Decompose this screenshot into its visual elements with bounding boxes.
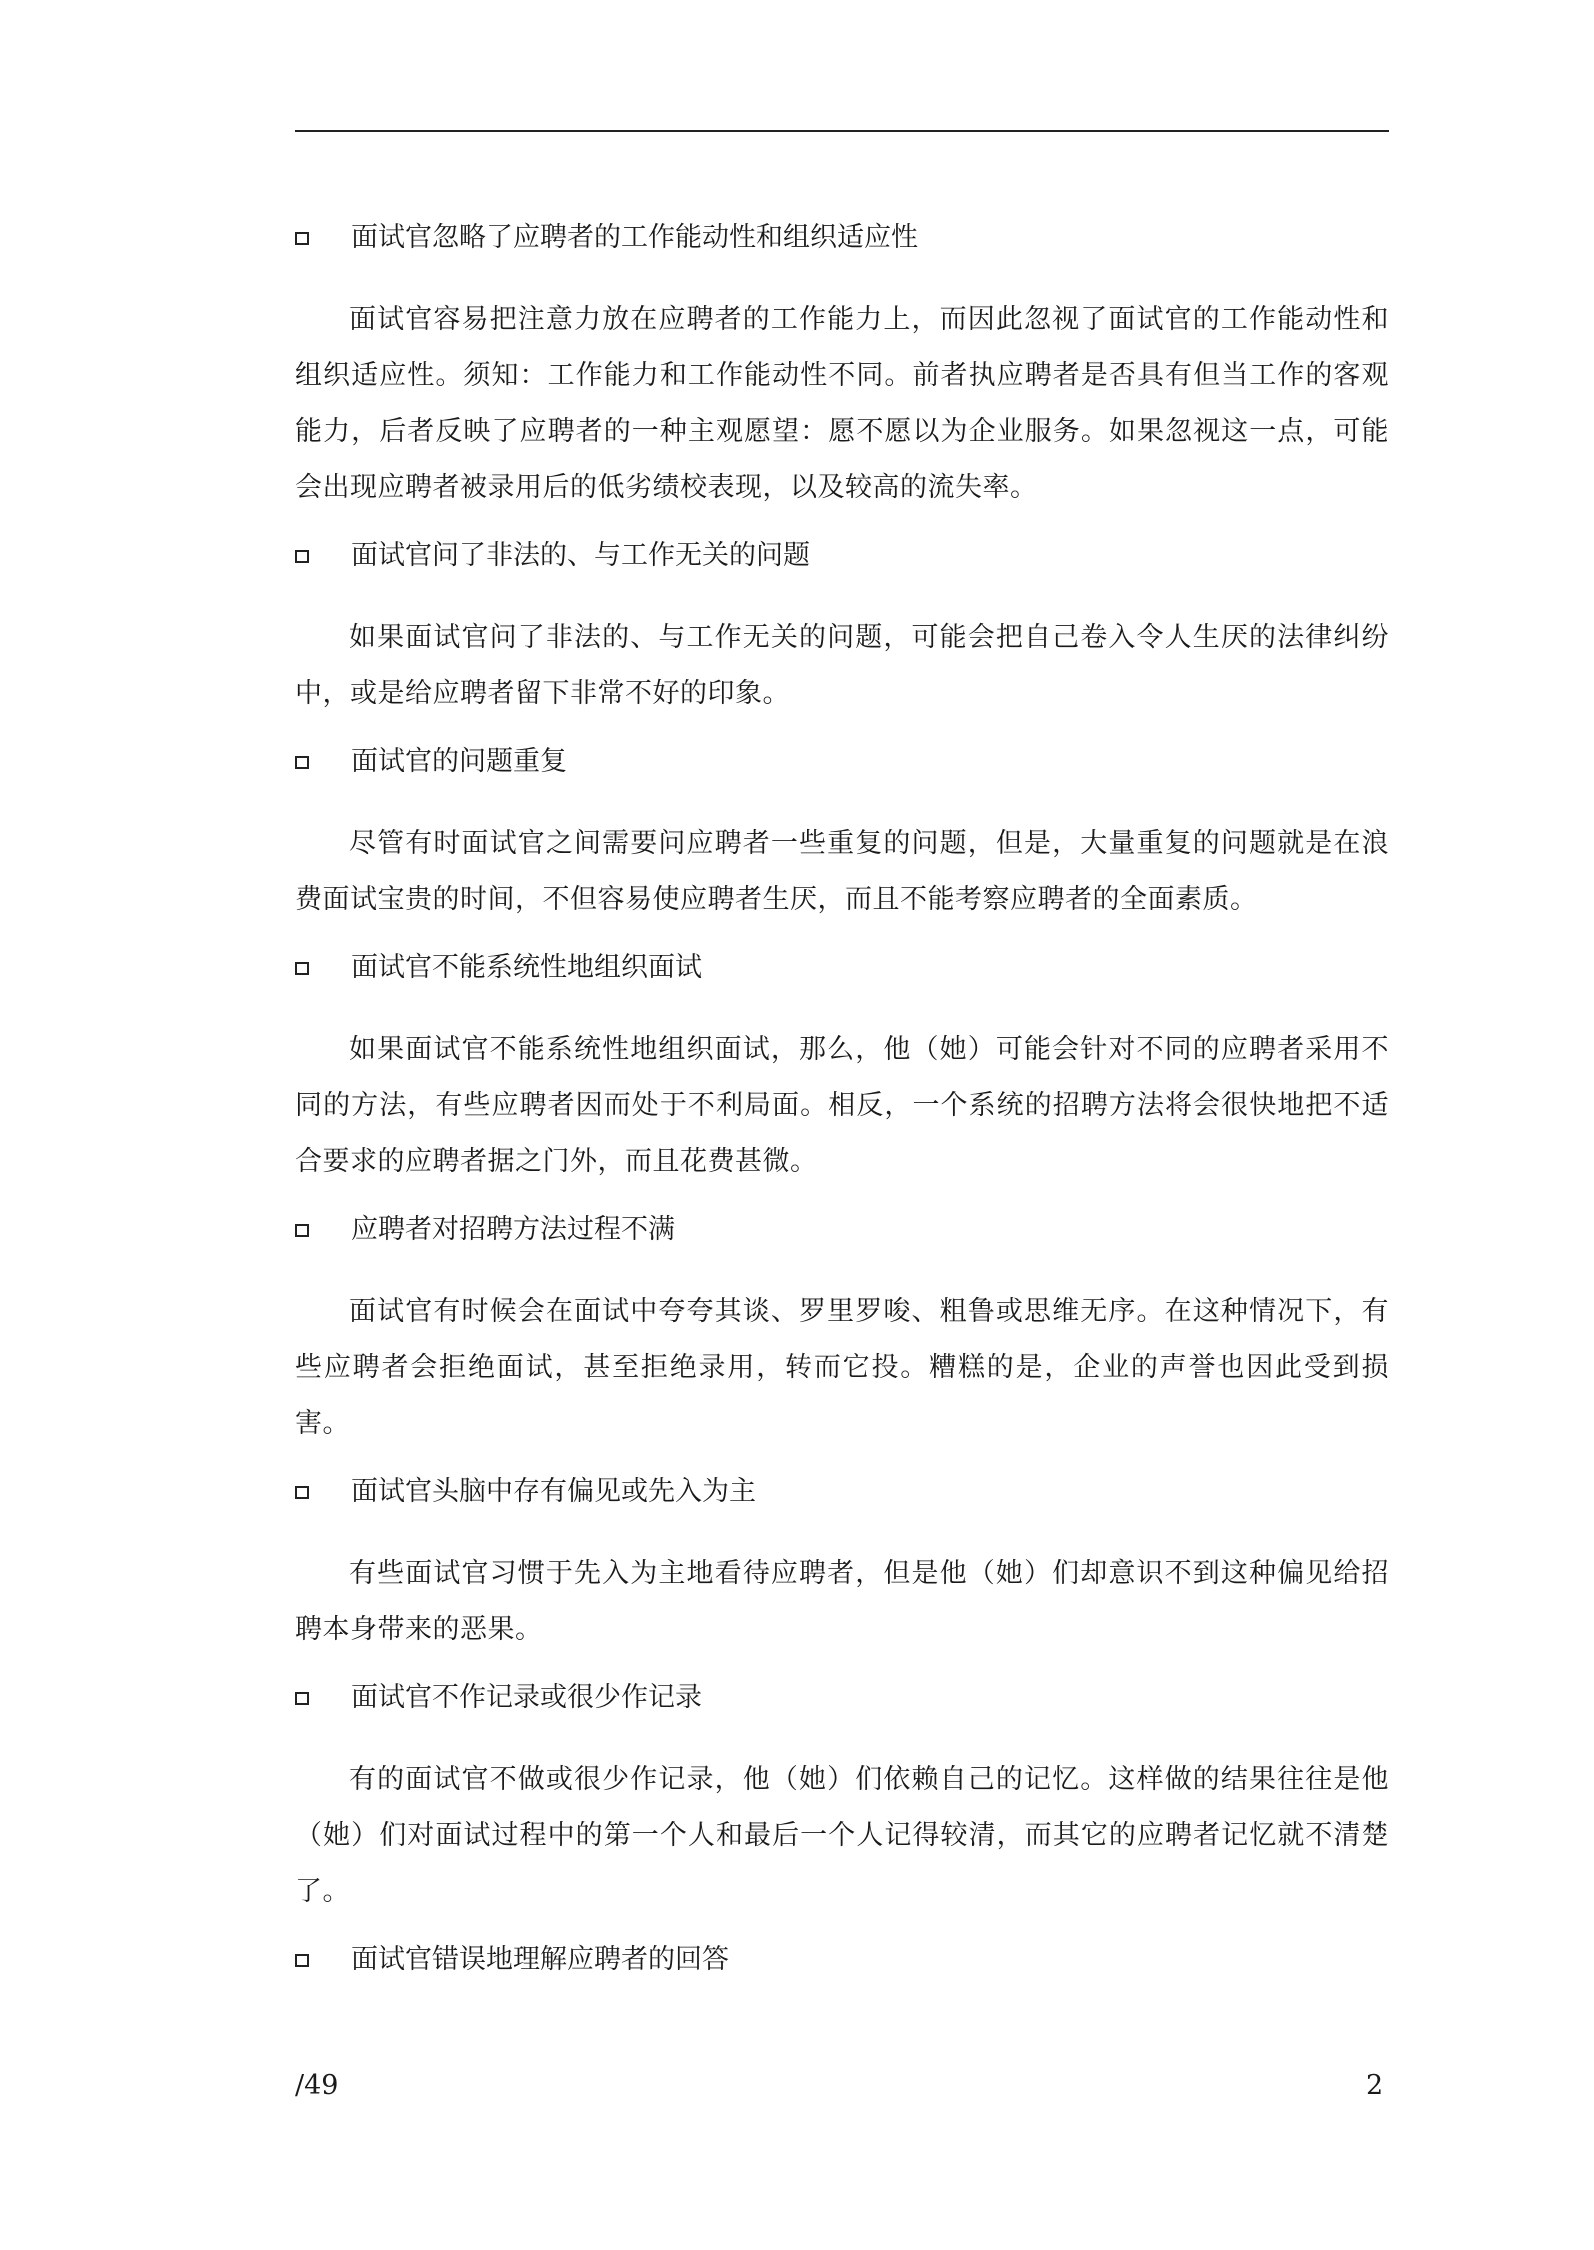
section — [295, 738, 1389, 928]
square-bullet-icon — [295, 962, 309, 975]
square-bullet-icon — [295, 1224, 309, 1237]
section-body: 有些面试官习惯于先入为主地看待应聘者，但是他（她）们却意识不到这种偏见给招聘本身带来的恶果。 — [295, 1558, 1389, 1645]
page-content — [295, 214, 1389, 2014]
square-bullet-icon — [295, 232, 309, 245]
square-bullet-icon — [295, 1954, 309, 1967]
section — [295, 1468, 1389, 1658]
header-rule — [295, 130, 1389, 132]
section-heading-text: 面试官不作记录或很少作记录 — [351, 1682, 702, 1713]
section-body: 如果面试官不能系统性地组织面试，那么，他（她）可能会针对不同的应聘者采用不同的方法，有些应聘者因而处于不利局面。相反，一个系统的招聘方法将会很快地把不适合要求的应聘者据之门外，而且花费甚微。 — [295, 1034, 1389, 1177]
section-heading — [295, 1936, 1389, 1984]
section-body: 面试官有时候会在面试中夸夸其谈、罗里罗唆、粗鲁或思维无序。在这种情况下，有些应聘者会拒绝面试，甚至拒绝录用，转而它投。糟糕的是，企业的声誉也因此受到损害。 — [295, 1296, 1389, 1439]
section-heading — [295, 532, 1389, 580]
square-bullet-icon — [295, 756, 309, 769]
section — [295, 944, 1389, 1190]
section-heading-text: 面试官错误地理解应聘者的回答 — [351, 1944, 729, 1975]
section-body: 有的面试官不做或很少作记录，他（她）们依赖自己的记忆。这样做的结果往往是他（她）们对面试过程中的第一个人和最后一个人记得较清，而其它的应聘者记忆就不清楚了。 — [295, 1764, 1389, 1907]
section — [295, 214, 1389, 516]
section-heading-text: 面试官的问题重复 — [351, 746, 567, 777]
section-heading — [295, 1468, 1389, 1516]
section-body: 尽管有时面试官之间需要问应聘者一些重复的问题，但是，大量重复的问题就是在浪费面试宝贵的时间，不但容易使应聘者生厌，而且不能考察应聘者的全面素质。 — [295, 828, 1389, 915]
section-heading-text: 面试官头脑中存有偏见或先入为主 — [351, 1476, 756, 1507]
section-heading — [295, 1674, 1389, 1722]
section-heading — [295, 1206, 1389, 1254]
section-body: 面试官容易把注意力放在应聘者的工作能力上，而因此忽视了面试官的工作能动性和组织适应性。须知：工作能力和工作能动性不同。前者执应聘者是否具有但当工作的客观能力，后者反映了应聘者的一种主观愿望：愿不愿以为企业服务。如果忽视这一点，可能会出现应聘者被录用后的低劣绩校表现，以及较高的流失率。 — [295, 304, 1389, 503]
section-heading-text: 应聘者对招聘方法过程不满 — [351, 1214, 675, 1245]
section-heading — [295, 214, 1389, 262]
section-heading-text: 面试官忽略了应聘者的工作能动性和组织适应性 — [351, 222, 918, 253]
section — [295, 1206, 1389, 1452]
square-bullet-icon — [295, 1692, 309, 1705]
section — [295, 532, 1389, 722]
square-bullet-icon — [295, 1486, 309, 1499]
section — [295, 1936, 1389, 1984]
footer-page-number: 2 — [1366, 2070, 1384, 2101]
section-heading-text: 面试官问了非法的、与工作无关的问题 — [351, 540, 810, 571]
section-heading-text: 面试官不能系统性地组织面试 — [351, 952, 702, 983]
footer-page-total: /49 — [295, 2070, 339, 2101]
section — [295, 1674, 1389, 1920]
section-heading — [295, 738, 1389, 786]
section-body: 如果面试官问了非法的、与工作无关的问题，可能会把自己卷入令人生厌的法律纠纷中，或是给应聘者留下非常不好的印象。 — [295, 622, 1389, 709]
section-heading — [295, 944, 1389, 992]
square-bullet-icon — [295, 550, 309, 563]
